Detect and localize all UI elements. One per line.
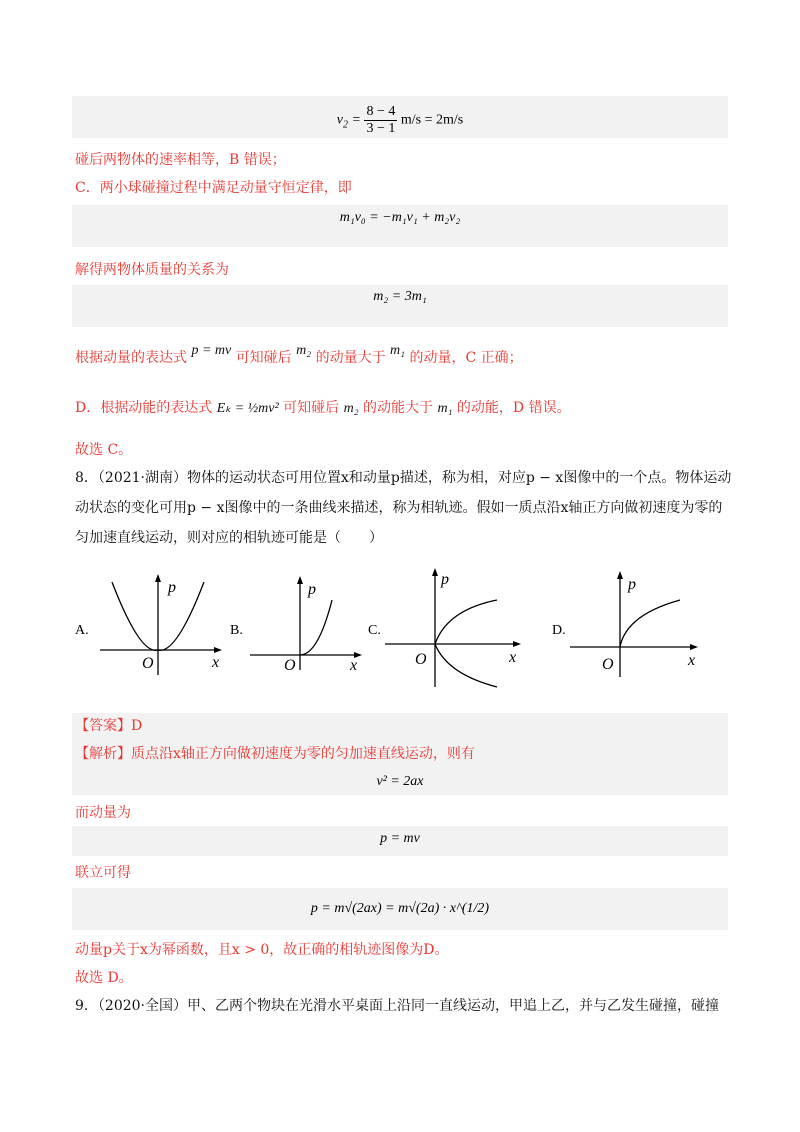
text-choice-c: 故选 C。 — [75, 442, 133, 458]
option-b-origin: O — [284, 657, 296, 674]
text-choice-d: 故选 D。 — [75, 970, 133, 986]
option-a-x-label: x — [212, 654, 220, 671]
text-line-b: 碰后两物体的速率相等，B 错误； — [75, 152, 286, 168]
equation-v2ax: v² = 2ax — [376, 774, 424, 789]
option-b-x-label: x — [350, 657, 358, 674]
question-8-line2: 动状态的变化可用p − x图像中的一条曲线来描述，称为相轨迹。假如一质点沿x轴正方向做初速度为零的 — [75, 500, 723, 516]
text-power-function: 动量p关于x为幂函数，且x > 0，故正确的相轨迹图像为D。 — [75, 942, 449, 958]
text-combine: 联立可得 — [75, 865, 131, 881]
option-c-label: C. — [368, 623, 381, 638]
text-line-p: 根据动量的表达式 p = mv 可知碰后 m₂ 的动量大于 m₁ 的动量，C 正确； — [75, 343, 523, 366]
option-d-origin: O — [602, 656, 614, 673]
text-momentum: 而动量为 — [75, 805, 131, 821]
text-line-d: D．根据动能的表达式 Eₖ = ½mv² 可知碰后 m₂ 的动能大于 m₁ 的动能，D 错误。 — [75, 400, 571, 416]
answer-value: D — [131, 718, 143, 734]
equation-momentum: m₁v₀ = −m₁v₁ + m₂v₂ — [339, 210, 461, 225]
text-line-mass: 解得两物体质量的关系为 — [75, 262, 229, 278]
analysis-tag: 【解析】 — [75, 746, 131, 762]
option-d-label: D. — [552, 623, 566, 638]
option-c-x-label: x — [509, 649, 517, 666]
option-b-graph — [250, 570, 370, 680]
option-d-x-label: x — [688, 652, 696, 669]
option-a-y-label: p — [168, 579, 176, 596]
option-a-graph — [100, 570, 230, 680]
analysis-line: 【解析】质点沿x轴正方向做初速度为零的匀加速直线运动，则有 — [75, 746, 475, 762]
equation-mass: m₂ = 3m₁ — [373, 289, 427, 304]
option-c-origin: O — [415, 651, 427, 668]
option-a-origin: O — [142, 655, 154, 672]
equation-v2: $v_2$ = $\frac{8 - 4}{3 - 1}$ m/s = 2m/s — [336, 104, 464, 136]
option-c-y-label: p — [441, 571, 449, 588]
question-9-line1: 9．（2020·全国）甲、乙两个物块在光滑水平桌面上沿同一直线运动，甲追上乙，并与乙发生碰撞，碰撞 — [75, 998, 719, 1014]
option-d-graph — [570, 565, 710, 680]
option-c-graph — [385, 562, 535, 692]
option-b-label: B. — [230, 623, 243, 638]
question-8-line3: 匀加速直线运动，则对应的相轨迹可能是（ ） — [75, 530, 383, 546]
equation-pmv: p = mv — [380, 831, 420, 846]
equation-final: p = m√(2ax) = m√(2a) · x^(1/2) — [310, 901, 490, 916]
answer-tag: 【答案】 — [75, 718, 131, 734]
answer-line — [75, 716, 142, 736]
option-b-y-label: p — [308, 581, 316, 598]
text-line-c: C．两小球碰撞过程中满足动量守恒定律，即 — [75, 180, 352, 196]
question-8-line1: 8．（2021·湖南）物体的运动状态可用位置x和动量p描述，称为相，对应p − x图像中的一个点。物体运动 — [75, 470, 732, 486]
option-d-y-label: p — [628, 576, 636, 593]
option-a-label: A. — [75, 623, 89, 638]
